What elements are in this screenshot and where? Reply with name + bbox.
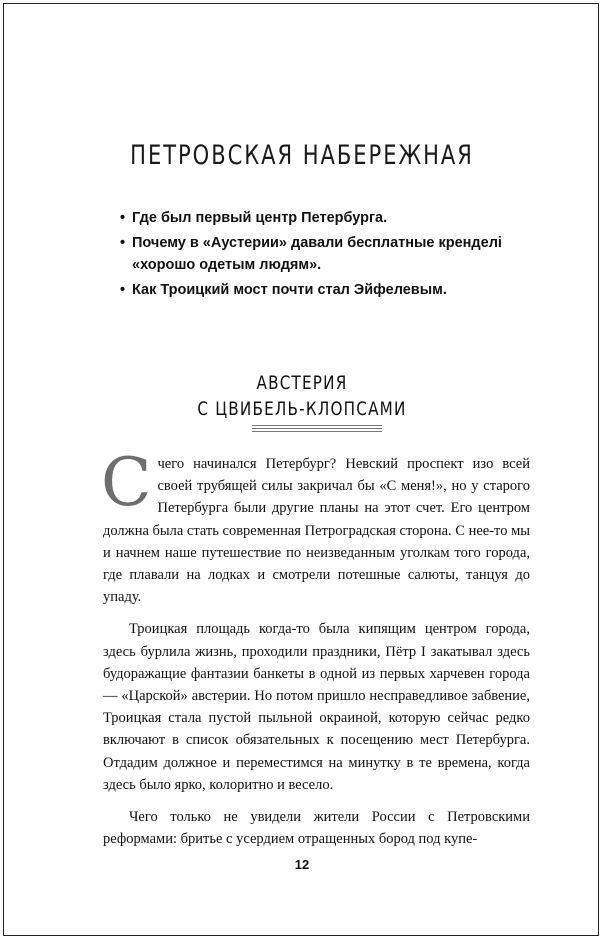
bullet-icon: •: [120, 235, 126, 251]
drop-cap: С: [101, 444, 152, 521]
bullet-text: Где был первый центр Петербурга.: [132, 210, 388, 226]
section-divider: [252, 428, 382, 429]
paragraph-2: Троицкая площадь когда-то была кипящим центром города, здесь бурлила жизнь, проходили праздники, Пётр I закатывал здесь будоражащие фантазии банкеты в одной из первых харчевен города — «Царской» австерии. Но потом пришло несправедливое забвение, Троицкая стала пустой пыльной окраиной, которую сейчас редко включают в список обязательных к посещению мест Петербурга. Отдадим должное и переместимся на минутку в те времена, когда здесь было ярко, колоритно и весело.: [103, 621, 530, 793]
bullet-text: Почему в «Аустерии» давали бесплатные кренделі «хорошо одетым людям».: [132, 235, 502, 273]
paragraph-1-text: чего начинался Петербург? Невский проспект изо всей своей трубящей силы закричал бы «С меня!», но у старого Петербурга были другие планы на этот счет. Его центром должна была стать современная Петроградская сторона. С нее-то мы и начнем наше путешествие по неизведанным уголкам того города, где плавали на лодках и смотрели потешные салюты, танцуя до упаду.: [103, 456, 530, 606]
chapter-title: ПЕТРОВСКАЯ НАБЕРЕЖНАЯ: [130, 140, 474, 171]
bullet-item: [120, 232, 520, 276]
bullet-item: [120, 279, 520, 301]
bullet-text: Как Троицкий мост почти стал Эйфелевым.: [132, 282, 447, 298]
page-number: 12: [294, 857, 310, 872]
section-title-line-2: С ЦВИБЕЛЬ-КЛОПСАМИ: [197, 398, 407, 420]
chapter-bullet-list: [120, 207, 520, 304]
body-text: [101, 444, 530, 860]
bullet-item: [120, 207, 520, 229]
bullet-icon: •: [120, 210, 126, 226]
bullet-icon: •: [120, 282, 126, 298]
section-title: [0, 370, 604, 422]
section-divider: [252, 431, 382, 432]
paragraph-1: [101, 444, 530, 608]
section-title-line-1: АВСТЕРИЯ: [256, 372, 348, 394]
section-divider: [252, 425, 382, 426]
paragraph-3: Чего только не увидели жители России с Петровскими реформами: бритье с усердием отращенных бород под купе-: [103, 809, 530, 848]
